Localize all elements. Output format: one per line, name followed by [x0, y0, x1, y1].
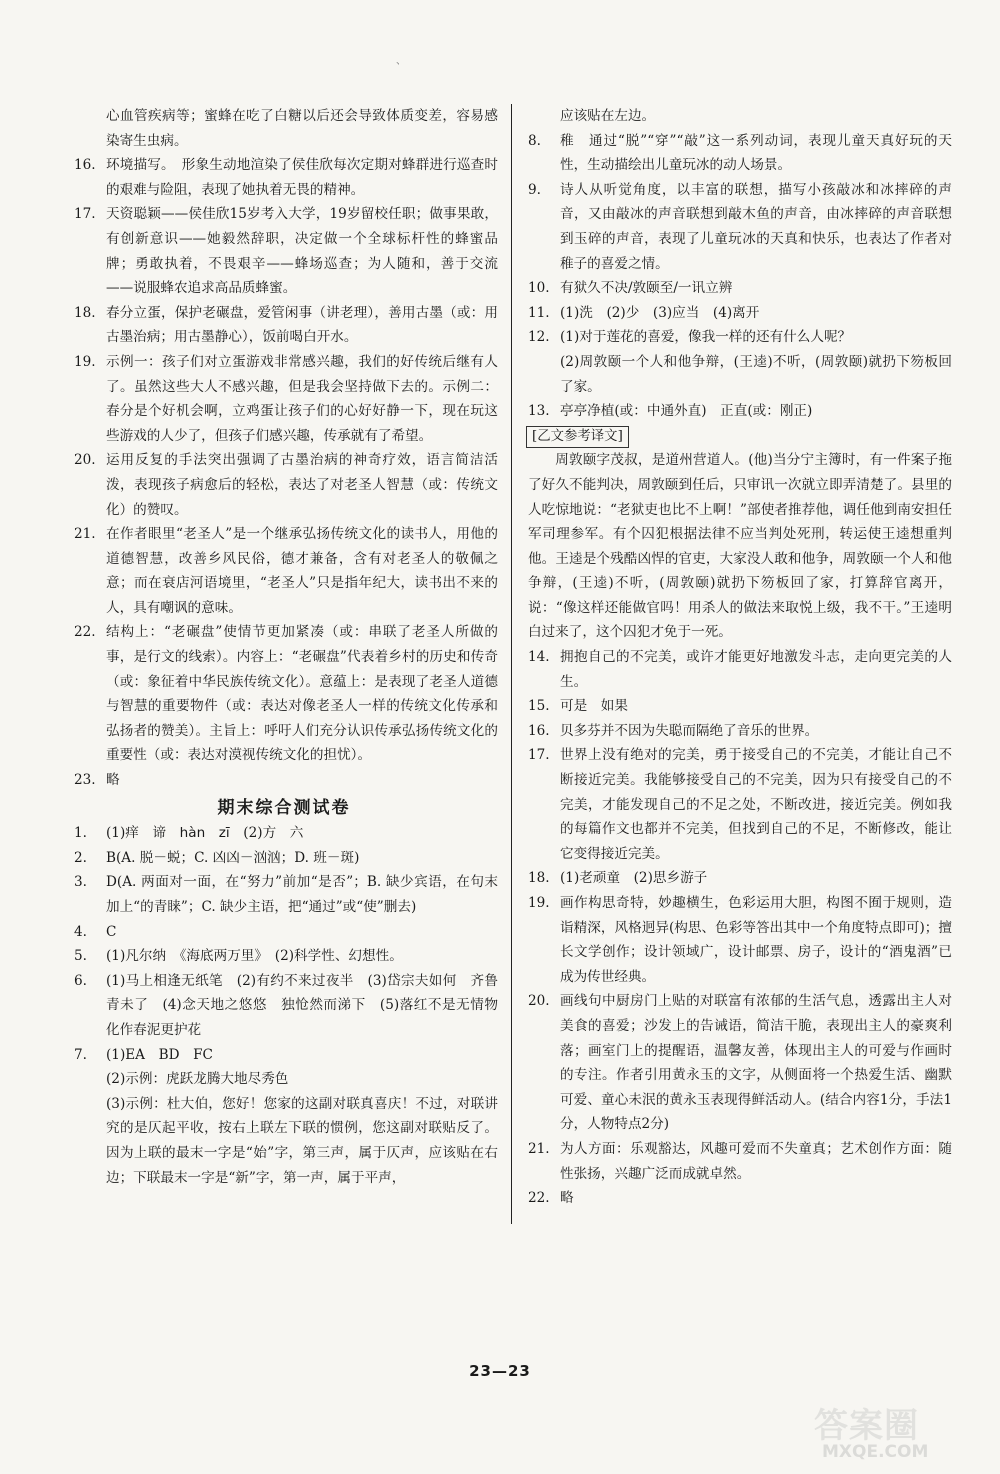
item-text: 稚 通过“脱”“穿”“敲”这一系列动词，表现儿童天真好玩的天性，生动描绘出儿童玩冰的动人场景。: [560, 132, 952, 174]
answer-item: [70, 448, 498, 522]
item-text: C: [106, 923, 117, 940]
answer-item: [524, 399, 952, 424]
item-number: 22.: [528, 1190, 550, 1207]
item-number: 16.: [528, 722, 550, 739]
item-text: 环境描写。 形象生动地渲染了侯佳欣每次定期对蜂群进行巡查时的艰难与险阻，表现了她执着无畏的精神。: [106, 157, 498, 198]
item-number: 2.: [74, 849, 87, 866]
answer-item: [70, 969, 512, 1043]
answer-item: [70, 350, 498, 448]
answer-continuation: 心血管疾病等；蜜蜂在吃了白糖以后还会导致体质变差，容易感染寄生虫病。: [106, 108, 498, 149]
answer-item: [70, 202, 498, 300]
item-number: 21.: [528, 1140, 550, 1157]
answer-item: [524, 178, 952, 276]
item-text: 拥抱自己的不完美，或许才能更好地激发斗志，走向更完美的人生。: [560, 649, 952, 690]
left-answers-part2: [70, 846, 512, 1190]
item-number: 3.: [74, 874, 87, 891]
answer-item: [70, 768, 498, 793]
item-number: 20.: [528, 993, 550, 1010]
translation-text: 周敦颐字茂叔，是道州营道人。(他)当分宁主簿时，有一件案子拖了好久不能判决，周敦颐到任后，只审讯一次就立即弄清楚了。县里的人吃惊地说：“老狱吏也比不上啊！”部使者推荐他，调任他到南安担任军司理参军。有个囚犯根据法律不应当判处死刑，转运使王逵想重判他。王逵是个残酷凶悍的官吏，大家没人敢和他争，周敦颐一个人和他争辩，(王逵)不听，(周敦颐)就扔下笏板回了家，打算辞官离开，说：“像这样还能做官吗！用杀人的做法来取悦上级，我不干。”王逵明白过来了，这个囚犯才免于一死。: [528, 452, 952, 641]
section-title: 期末综合测试卷: [217, 797, 351, 818]
answer-continuation: (2)周敦颐一个人和他争辩，(王逵)不听，(周敦颐)就扔下笏板回了家。: [560, 353, 952, 395]
answer-item: [70, 846, 498, 871]
watermark-logo: [808, 1398, 976, 1468]
item-number: 13.: [528, 403, 550, 420]
answer-continuation: (2)示例：虎跃龙腾大地尽秀色: [106, 1071, 289, 1088]
item-text: 略: [106, 772, 120, 789]
item-number: 11.: [528, 304, 550, 321]
left-answers-part1: [70, 104, 498, 793]
item-text: 天资聪颖——侯佳欣15岁考入大学，19岁留校任职；做事果敢，有创新意识——她毅然辞职，决定做一个全球标杆性的蜂蜜品牌；勇敢执着，不畏艰辛——蜂场巡查；为人随和，善于交流——说服蜂农追求高品质蜂蜜。: [106, 206, 498, 297]
item1-pinyin: hàn zī: [179, 825, 230, 842]
item-number: 7.: [74, 1046, 87, 1063]
item-number: 20.: [74, 452, 96, 469]
item-text: (1)EA BD FC: [106, 1046, 213, 1063]
answer-item: [524, 866, 952, 891]
column-divider: [511, 104, 512, 1224]
page-number: 23—23: [469, 1362, 531, 1380]
item-text: 结构上：“老碾盘”使情节更加紧凑（或：串联了老圣人所做的事，是行文的线索）。内容上：“老碾盘”代表着乡村的历史和传奇（或：象征着中华民族传统文化）。意蕴上：是表现了老圣人道德与智慧的重要物件（或：表达对像老圣人一样的传统文化传承和弘扬者的赞美）。主旨上：呼吁人们充分认识传承弘扬传统文化的重要性（或：表达对漠视传统文化的担忧）。: [106, 624, 498, 764]
answer-item: [524, 694, 952, 719]
answer-item: [70, 620, 498, 768]
item-text: 春分立蛋，保护老碾盘，爱管闲事（讲老理），善用古墨（或：用古墨治病；用古墨静心），饭前喝白开水。: [106, 304, 498, 346]
item-number: 10.: [528, 280, 550, 297]
item-number: 12.: [528, 329, 550, 346]
answer-item: [524, 891, 952, 989]
item-number: 17.: [528, 747, 550, 764]
item-text: (1)马上相逢无纸笔 (2)有约不来过夜半 (3)岱宗夫如何 齐鲁青未了 (4)念天地之悠悠 独怆然而涕下 (5)落红不是无情物 化作春泥更护花: [106, 972, 512, 1038]
item-text: 可是 如果: [560, 698, 628, 715]
item-number: 18.: [528, 870, 550, 887]
item-number: 5.: [74, 948, 87, 965]
item-text: 在作者眼里“老圣人”是一个继承弘扬传统文化的读书人，用他的道德智慧，改善乡风民俗，德才兼备，含有对老圣人的敬佩之意；而在衰店河语境里，“老圣人”只是指年纪大，读书出不来的人，具有嘲讽的意味。: [106, 526, 498, 616]
right-answers-part2: [524, 645, 952, 1211]
item-text: 为人方面：乐观豁达，风趣可爱而不失童真；艺术创作方面：随性张扬，兴趣广泛而成就卓然。: [560, 1140, 952, 1182]
top-mark: 、: [396, 56, 406, 67]
answer-item-1: [70, 821, 498, 846]
item-number: 16.: [74, 157, 96, 174]
answer-item: [524, 1137, 952, 1186]
answer-item: [524, 276, 952, 301]
item-text: 画作构思奇特，妙趣横生，色彩运用大胆，构图不囿于规则，造诣精深，风格迥异(构思、色彩等答出其中一个角度特点即可)；擅长文学创作；设计领域广，设计邮票、房子，设计的“酒鬼酒”已成为传世经典。: [560, 895, 952, 985]
answer-item: [524, 325, 952, 350]
answer-item: [70, 920, 498, 945]
item-text: 有狱久不决/敦颐至/一讯立辨: [560, 280, 733, 297]
answer-continuation: (3)示例：杜大伯，您好！您家的这副对联真喜庆！不过，对联讲究的是仄起平收，按右上联左下联的惯例，您这副对联贴反了。因为上联的最末一字是“始”字，第三声，属于仄声，应该贴在右边；下联最末一字是“新”字，第一声，属于平声，: [106, 1095, 498, 1186]
item-text: 亭亭净植(或：中通外直) 正直(或：刚正): [560, 403, 813, 420]
item1-text-a: (1)痒 谛: [106, 825, 180, 842]
item-text: 示例一：孩子们对立蛋游戏非常感兴趣，我们的好传统后继有人了。虽然这些大人不感兴趣，但是我会坚持做下去的。示例二：春分是个好机会啊，立鸡蛋让孩子们的心好好静一下，现在玩这些游戏的人少了，但孩子们感兴趣，传承就有了希望。: [106, 353, 498, 444]
item-number: 17.: [74, 206, 96, 223]
answer-item: [524, 743, 952, 866]
answer-item: [524, 1186, 952, 1211]
answer-item: [524, 645, 952, 694]
answer-item: [70, 522, 498, 620]
item-number: 19.: [528, 895, 550, 911]
answer-item: [70, 301, 498, 350]
item-number: 6.: [74, 972, 87, 989]
item-text: D(A. 两面对一面，在“努力”前加“是否”；B. 缺少宾语，在句末加上“的青睐”；C. 缺少主语，把“通过”或“使”删去): [106, 874, 498, 915]
item1-text-b: (2)方 六: [229, 825, 304, 842]
watermark-logo-text: 答案圈: [814, 1406, 919, 1446]
item-number: 8.: [528, 132, 541, 149]
item-number: 15.: [528, 698, 550, 715]
answer-item: [524, 301, 952, 326]
right-answers-part1: [524, 104, 952, 424]
item-number: 19.: [74, 353, 96, 370]
item-number: 23.: [74, 772, 96, 789]
left-column: [70, 104, 512, 1190]
answer-item: [524, 719, 952, 744]
translation-heading: [乙文参考译文]: [526, 426, 629, 448]
answer-item: [70, 944, 498, 969]
item-text: (1)对于莲花的喜爱，像我一样的还有什么人呢？: [560, 329, 852, 346]
answer-item: [524, 129, 952, 178]
item-text: B(A. 脱－蜕；C. 凶凶－汹汹；D. 班－斑): [106, 849, 360, 866]
item-number: 18.: [74, 304, 96, 321]
watermark-url: MXQE.COM: [822, 1442, 929, 1462]
item-number: 4.: [74, 923, 87, 940]
item-text: 运用反复的手法突出强调了古墨治病的神奇疗效，语言简洁活泼，表现孩子病愈后的轻松，表达了对老圣人智慧（或：传统文化）的赞叹。: [106, 452, 498, 518]
item-text: 诗人从听觉角度，以丰富的联想，描写小孩敲冰和冰摔碎的声音，又由敲冰的声音联想到敲木鱼的声音，由冰摔碎的声音联想到玉碎的声音，表现了儿童玩冰的天真和快乐，也表达了作者对稚子的喜爱之情。: [560, 181, 952, 272]
answer-item: [70, 1043, 498, 1068]
answer-item: [524, 989, 952, 1137]
item-text: 略: [560, 1190, 574, 1207]
answer-item: [70, 870, 498, 919]
item-text: 世界上没有绝对的完美，勇于接受自己的不完美，才能让自己不断接近完美。我能够接受自己的不完美，因为只有接受自己的不完美，才能发现自己的不足之处，不断改进，接近完美。例如我的每篇作文也都并不完美，但找到自己的不足，不断修改，能让它变得接近完美。: [560, 747, 952, 862]
item-number: 1.: [74, 825, 87, 842]
item-text: (1)洗 (2)少 (3)应当 (4)离开: [560, 304, 760, 321]
item-number: 14.: [528, 649, 550, 666]
right-column: [524, 104, 952, 1211]
item-text: 画线句中厨房门上贴的对联富有浓郁的生活气息，透露出主人对美食的喜爱；沙发上的告诫语，简洁干脆，表现出主人的豪爽利落；画室门上的提醒语，温馨友善，体现出主人的可爱与作画时的专注。作者引用黄永玉的文字，从侧面将一个热爱生活、幽默可爱、童心未泯的黄永玉表现得鲜活动人。(结合内容1分，手法1分，人物特点2分): [560, 993, 952, 1133]
answer-item: [70, 153, 498, 202]
item-number: 9.: [528, 181, 541, 198]
answer-continuation: 应该贴在左边。: [560, 108, 656, 124]
item-number: 22.: [74, 624, 96, 641]
translation-heading-row: [524, 424, 952, 449]
item-text: (1)老顽童 (2)思乡游子: [560, 870, 708, 887]
item-text: 贝多芬并不因为失聪而隔绝了音乐的世界。: [560, 722, 819, 739]
item-number: 21.: [74, 526, 96, 543]
item-text: (1)凡尔纳 《海底两万里》 (2)科学性、幻想性。: [106, 948, 403, 965]
